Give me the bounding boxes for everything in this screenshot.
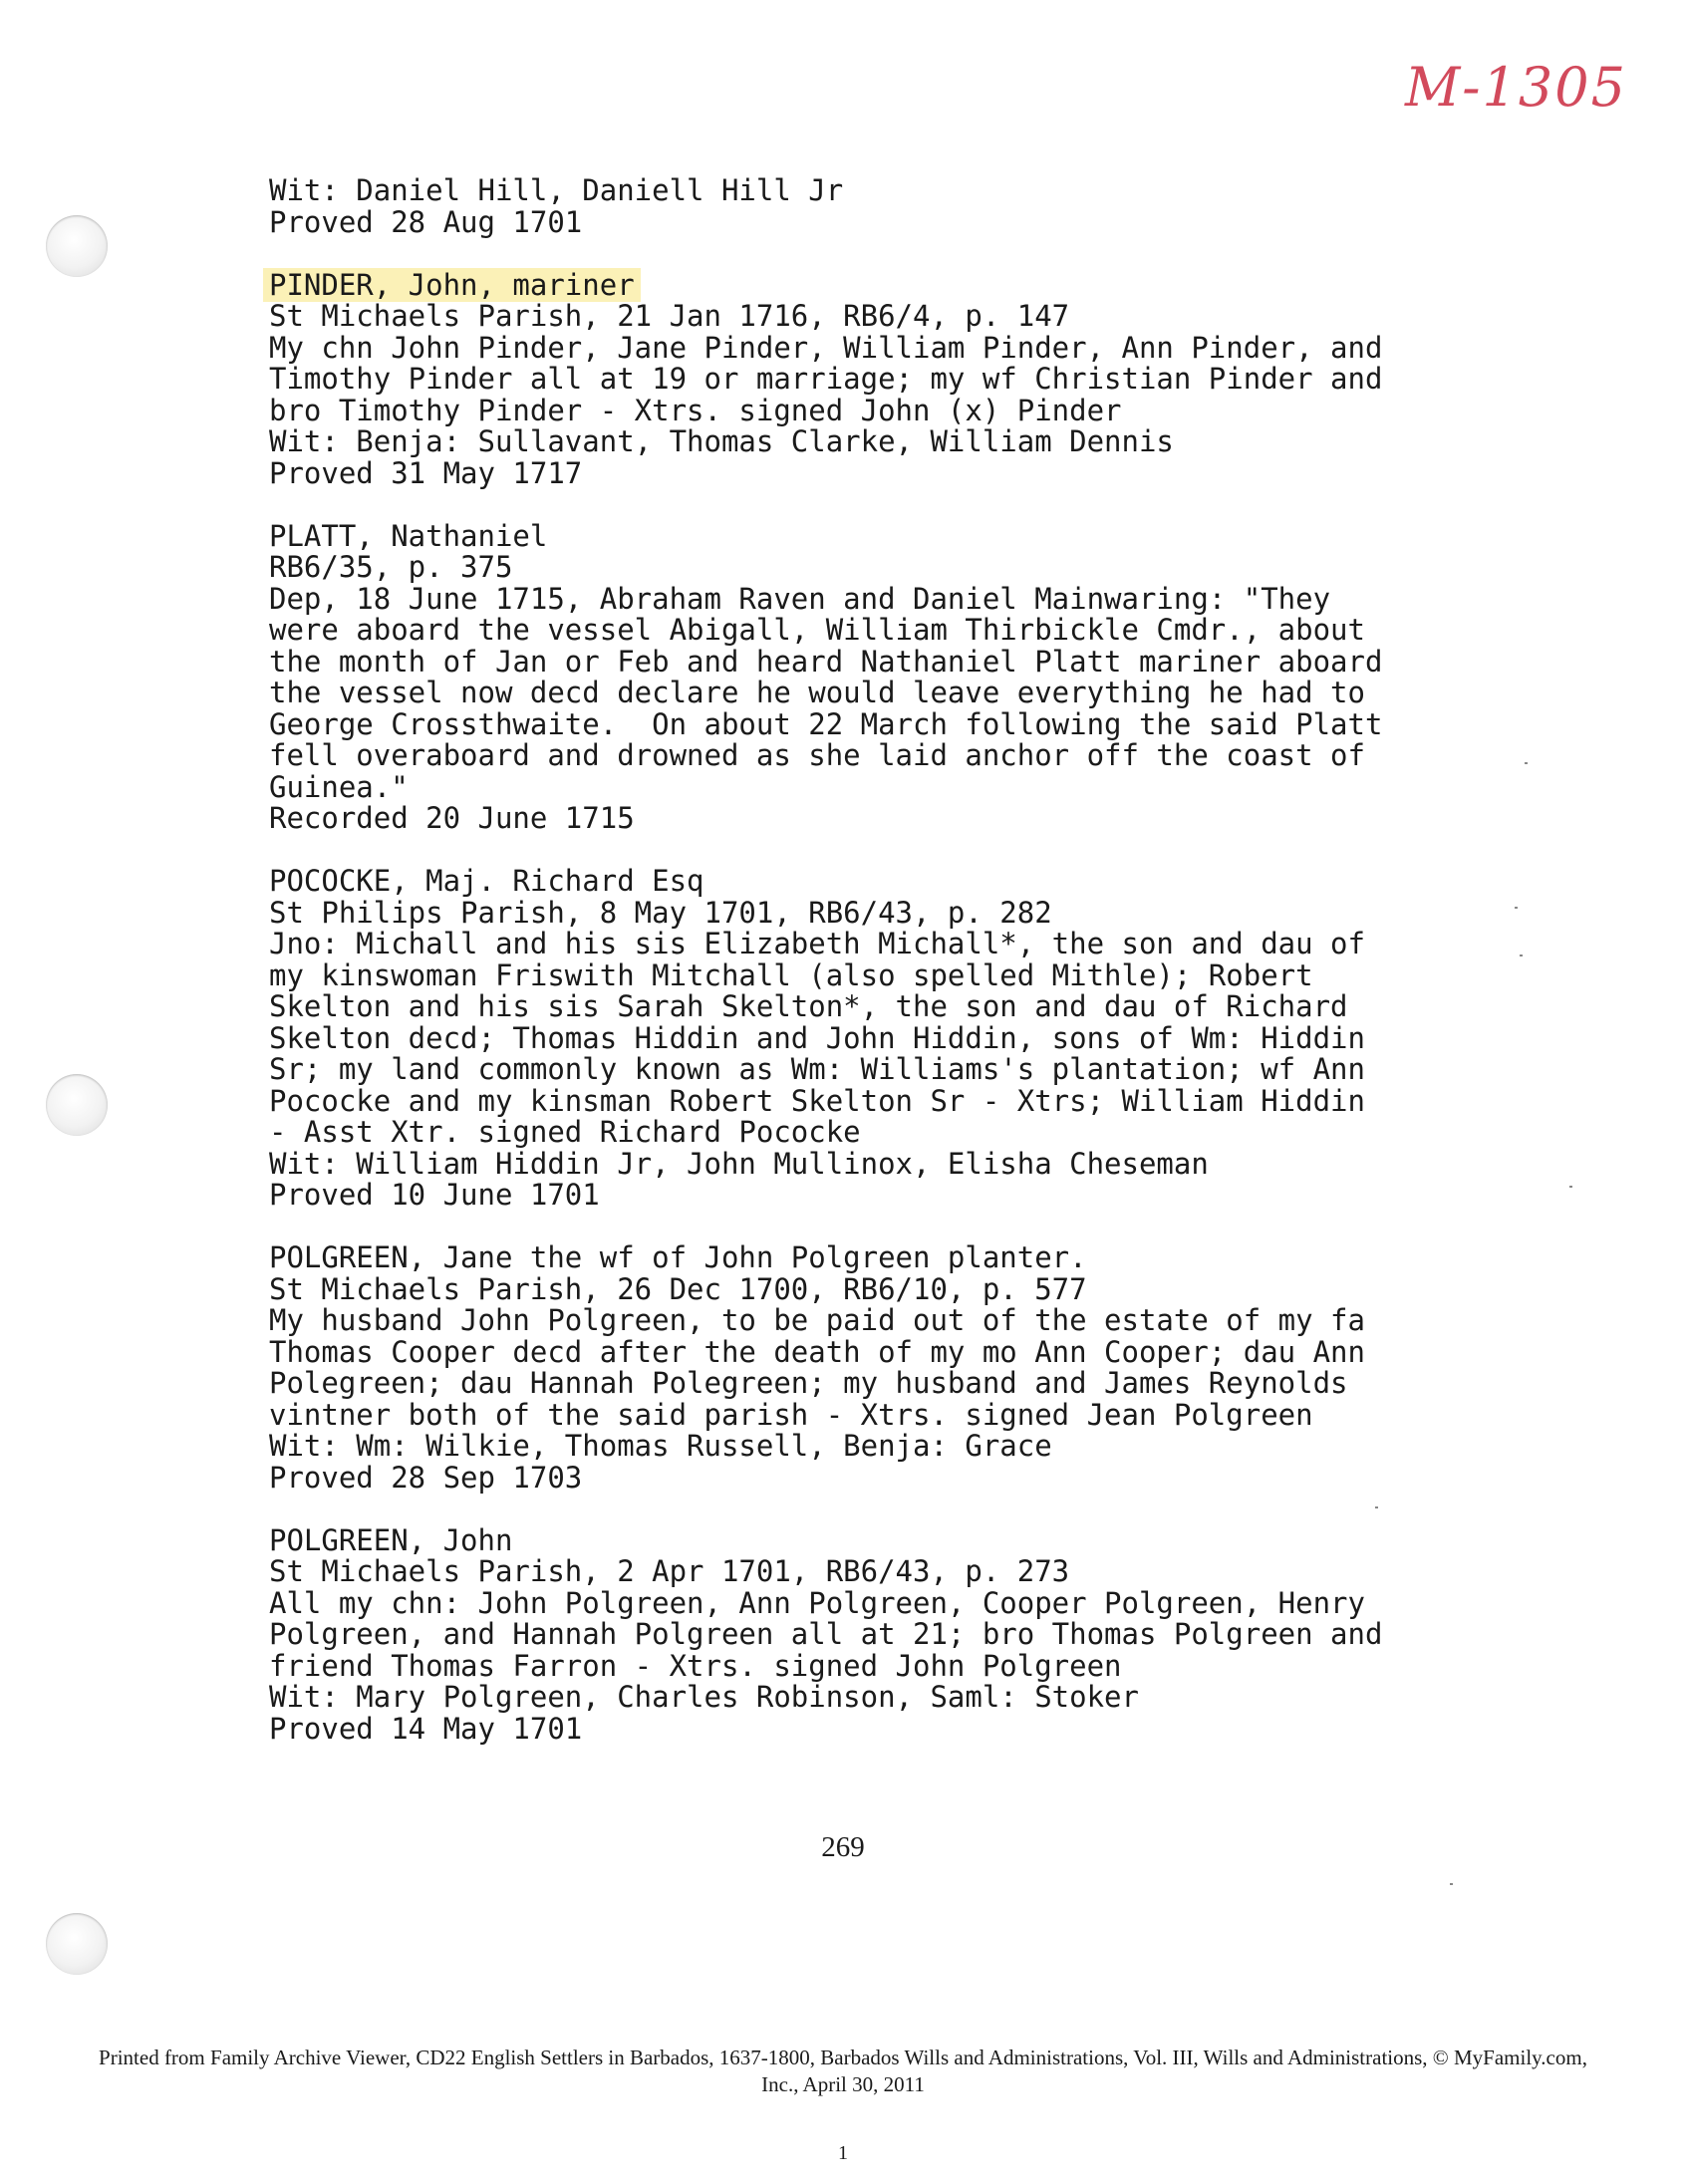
- entry-line: fell overaboard and drowned as she laid anchor off the coast of: [269, 738, 1365, 772]
- entry-line: Wit: Wm: Wilkie, Thomas Russell, Benja: Grace: [269, 1429, 1052, 1463]
- entry-continued: [269, 175, 1405, 238]
- entry-line: Pococke and my kinsman Robert Skelton Sr - Xtrs; William Hiddin: [269, 1083, 1365, 1118]
- scan-speck: [1520, 955, 1523, 956]
- footer-line-2: Inc., April 30, 2011: [761, 2072, 925, 2096]
- document-body: [269, 175, 1405, 1776]
- entry-heading: POLGREEN, John: [269, 1522, 513, 1557]
- entry-line: Recorded 20 June 1715: [269, 801, 635, 835]
- entry-line: Wit: Benja: Sullavant, Thomas Clarke, William Dennis: [269, 424, 1174, 458]
- footer-line-1: Printed from Family Archive Viewer, CD22 English Settlers in Barbados, 1637-1800, Barbados Wills and Administrations, Vol. III, Wills and Administrations, © MyFamily.com,: [99, 2046, 1587, 2069]
- entry-line: Wit: Mary Polgreen, Charles Robinson, Saml: Stoker: [269, 1680, 1139, 1714]
- entry-heading: POLGREEN, Jane the wf of John Polgreen planter.: [269, 1240, 1087, 1274]
- entry-pinder: [269, 267, 1405, 490]
- entry-line: Sr; my land commonly known as Wm: Williams's plantation; wf Ann: [269, 1052, 1365, 1086]
- entry-line: my kinswoman Friswith Mitchall (also spelled Mithle); Robert: [269, 957, 1313, 992]
- entry-line: bro Timothy Pinder - Xtrs. signed John (x) Pinder: [269, 393, 1122, 427]
- punch-hole-middle: [46, 1074, 108, 1136]
- page-number: 269: [821, 1831, 865, 1863]
- entry-line: Proved 31 May 1717: [269, 455, 583, 490]
- entry-line: Skelton decd; Thomas Hiddin and John Hiddin, sons of Wm: Hiddin: [269, 1020, 1365, 1055]
- entry-line: Proved 28 Aug 1701: [269, 204, 583, 239]
- entry-heading: PLATT, Nathaniel: [269, 518, 548, 553]
- handwritten-annotation: M-1305: [1405, 56, 1627, 119]
- entry-heading: [269, 267, 1405, 302]
- scan-speck: [1525, 762, 1528, 764]
- entry-line: RB6/35, p. 375: [269, 550, 513, 584]
- entry-line: Skelton and his sis Sarah Skelton*, the son and dau of Richard: [269, 989, 1348, 1023]
- entry-line: Jno: Michall and his sis Elizabeth Michall*, the son and dau of: [269, 927, 1365, 960]
- entry-line: My husband John Polgreen, to be paid out of the estate of my fa: [269, 1303, 1365, 1337]
- entry-line: vintner both of the said parish - Xtrs. signed Jean Polgreen: [269, 1397, 1313, 1432]
- entry-line: Polegreen; dau Hannah Polegreen; my husband and James Reynolds: [269, 1366, 1348, 1400]
- punch-hole-bottom: [46, 1913, 108, 1975]
- entry-line: Dep, 18 June 1715, Abraham Raven and Daniel Mainwaring: "They: [269, 581, 1331, 616]
- entry-line: Wit: Daniel Hill, Daniell Hill Jr: [269, 173, 844, 207]
- entry-line: George Crossthwaite. On about 22 March following the said Platt: [269, 706, 1383, 741]
- entry-line: Polgreen, and Hannah Polgreen all at 21; bro Thomas Polgreen and: [269, 1617, 1383, 1651]
- entry-line: St Philips Parish, 8 May 1701, RB6/43, p. 282: [269, 895, 1052, 930]
- scan-speck: [1450, 1883, 1453, 1885]
- footer-page-number: 1: [838, 2142, 848, 2164]
- entry-line: St Michaels Parish, 2 Apr 1701, RB6/43, p. 273: [269, 1554, 1070, 1588]
- entry-line: Thomas Cooper decd after the death of my mo Ann Cooper; dau Ann: [269, 1334, 1365, 1369]
- entry-line: St Michaels Parish, 26 Dec 1700, RB6/10, p. 577: [269, 1271, 1087, 1306]
- scan-speck: [1569, 1186, 1572, 1188]
- entry-line: My chn John Pinder, Jane Pinder, William Pinder, Ann Pinder, and: [269, 330, 1383, 365]
- entry-line: Timothy Pinder all at 19 or marriage; my wf Christian Pinder and: [269, 362, 1383, 396]
- print-footer: [40, 2045, 1646, 2098]
- entry-line: Guinea.": [269, 769, 409, 804]
- entry-polgreen-john: [269, 1522, 1405, 1746]
- entry-line: were aboard the vessel Abigall, William Thirbickle Cmdr., about: [269, 613, 1365, 647]
- entry-line: the vessel now decd declare he would leave everything he had to: [269, 676, 1365, 709]
- entry-line: - Asst Xtr. signed Richard Pococke: [269, 1115, 861, 1149]
- punch-hole-top: [46, 215, 108, 277]
- scan-speck: [1515, 907, 1518, 909]
- entry-heading: POCOCKE, Maj. Richard Esq: [269, 864, 704, 898]
- highlighted-heading: PINDER, John, mariner: [263, 268, 641, 302]
- entry-line: the month of Jan or Feb and heard Nathaniel Platt mariner aboard: [269, 644, 1383, 679]
- entry-line: Proved 28 Sep 1703: [269, 1460, 583, 1495]
- entry-platt: [269, 518, 1405, 835]
- entry-line: Wit: William Hiddin Jr, John Mullinox, Elisha Cheseman: [269, 1146, 1209, 1181]
- entry-line: All my chn: John Polgreen, Ann Polgreen, Cooper Polgreen, Henry: [269, 1585, 1365, 1620]
- entry-line: St Michaels Parish, 21 Jan 1716, RB6/4, p. 147: [269, 299, 1070, 333]
- entry-pococke: [269, 866, 1405, 1212]
- entry-line: friend Thomas Farron - Xtrs. signed John Polgreen: [269, 1648, 1122, 1683]
- entry-polgreen-jane: [269, 1242, 1405, 1494]
- scan-speck: [1375, 1506, 1378, 1508]
- entry-line: Proved 10 June 1701: [269, 1178, 600, 1212]
- entry-line: Proved 14 May 1701: [269, 1711, 583, 1746]
